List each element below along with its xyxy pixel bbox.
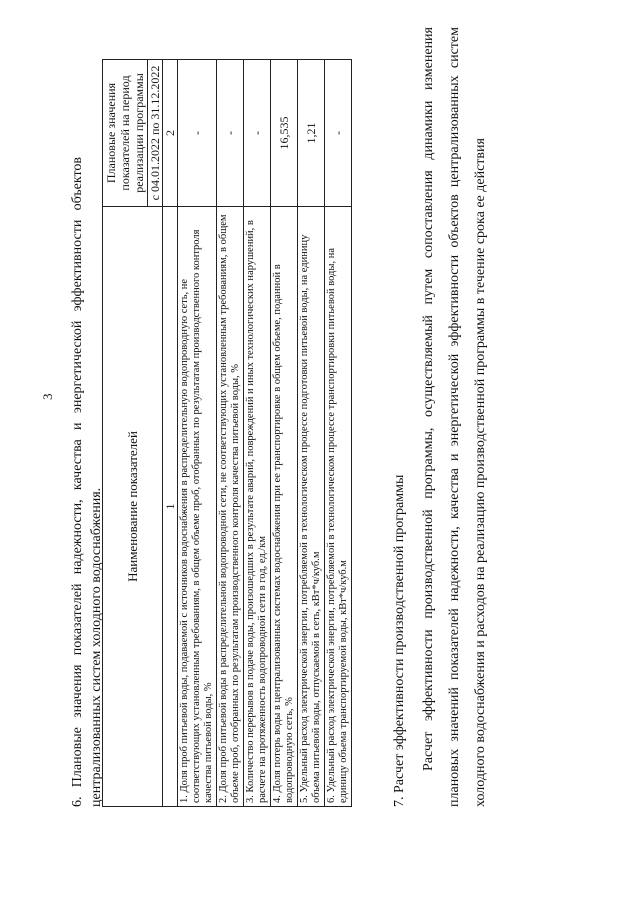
section7-paragraph: Расчет эффективности производственной программы, осуществляемый путем сопоставления динамики изменения плановых значений показателей надежности, качества и энергетической эффективности объектов централизованных систем холодного водоснабжения и расходов на реализацию производственной программы в течение срока ее действия — [421, 27, 488, 807]
row-value: - — [244, 60, 271, 207]
col2-subheader: с 04.01.2022 по 31.12.2022 — [148, 60, 163, 207]
row-name: 6. Удельный расход электрической энергии, потребляемой в технологическом процессе транспортировки питьевой воды, на единицу объема транспортируемой воды, кВт*ч/куб.м — [325, 207, 352, 807]
section6-heading-line2: централизованных систем холодного водоснабжения. — [89, 487, 104, 807]
table-row — [325, 60, 352, 807]
table-row — [217, 60, 244, 807]
col2-header: Плановые значения показателей на период реализации программы — [103, 60, 148, 207]
row-value: 1,21 — [298, 60, 325, 207]
page-number: 3 — [40, 393, 55, 400]
row-value: - — [325, 60, 352, 207]
row-name: 1. Доля проб питьевой воды, подаваемой с источников водоснабжения в распределительную водопроводную сеть, не соответствующих установленным требованиям, в общем объеме проб, отобранных по результатам производственного контроля качества питьевой воды, % — [178, 207, 217, 807]
table-row — [298, 60, 325, 807]
row-value: - — [178, 60, 217, 207]
row-name: 2. Доля проб питьевой воды в распределительной водопроводной сети, не соответствующих установленным требованиям, в общем объеме проб, отобранных по результатам производственного контроля качества питьевой воды, % — [217, 207, 244, 807]
row-name: 4. Доля потерь воды в централизованных системах водоснабжения при ее транспортировке в общем объеме, поданной в водопроводную сеть, % — [271, 207, 298, 807]
section6-heading-line1: 6. Плановые значения показателей надежности, качества и энергетической эффективности объектов — [70, 157, 85, 807]
row-name: 3. Количество перерывов в подаче воды, произошедших в результате аварий, повреждений и иных технологических нарушений, в расчете на протяженность водопроводной сети в год, ед./км — [244, 207, 271, 807]
col1-number: 1 — [163, 207, 178, 807]
col1-header: Наименование показателей — [103, 207, 163, 807]
col2-number: 2 — [163, 60, 178, 207]
table-row — [244, 60, 271, 807]
section6-heading — [68, 157, 106, 807]
row-name: 5. Удельный расход электрической энергии, потребляемой в технологическом процессе подготовки питьевой воды, на единицу объема питьевой воды, отпускаемой в сеть, кВт*ч/куб.м — [298, 207, 325, 807]
row-value: - — [217, 60, 244, 207]
table-row — [178, 60, 217, 807]
row-value: 16,535 — [271, 60, 298, 207]
indicators-table — [102, 59, 352, 807]
table-row — [271, 60, 298, 807]
section7-title: 7. Расчет эффективности производственной программы — [392, 474, 407, 807]
